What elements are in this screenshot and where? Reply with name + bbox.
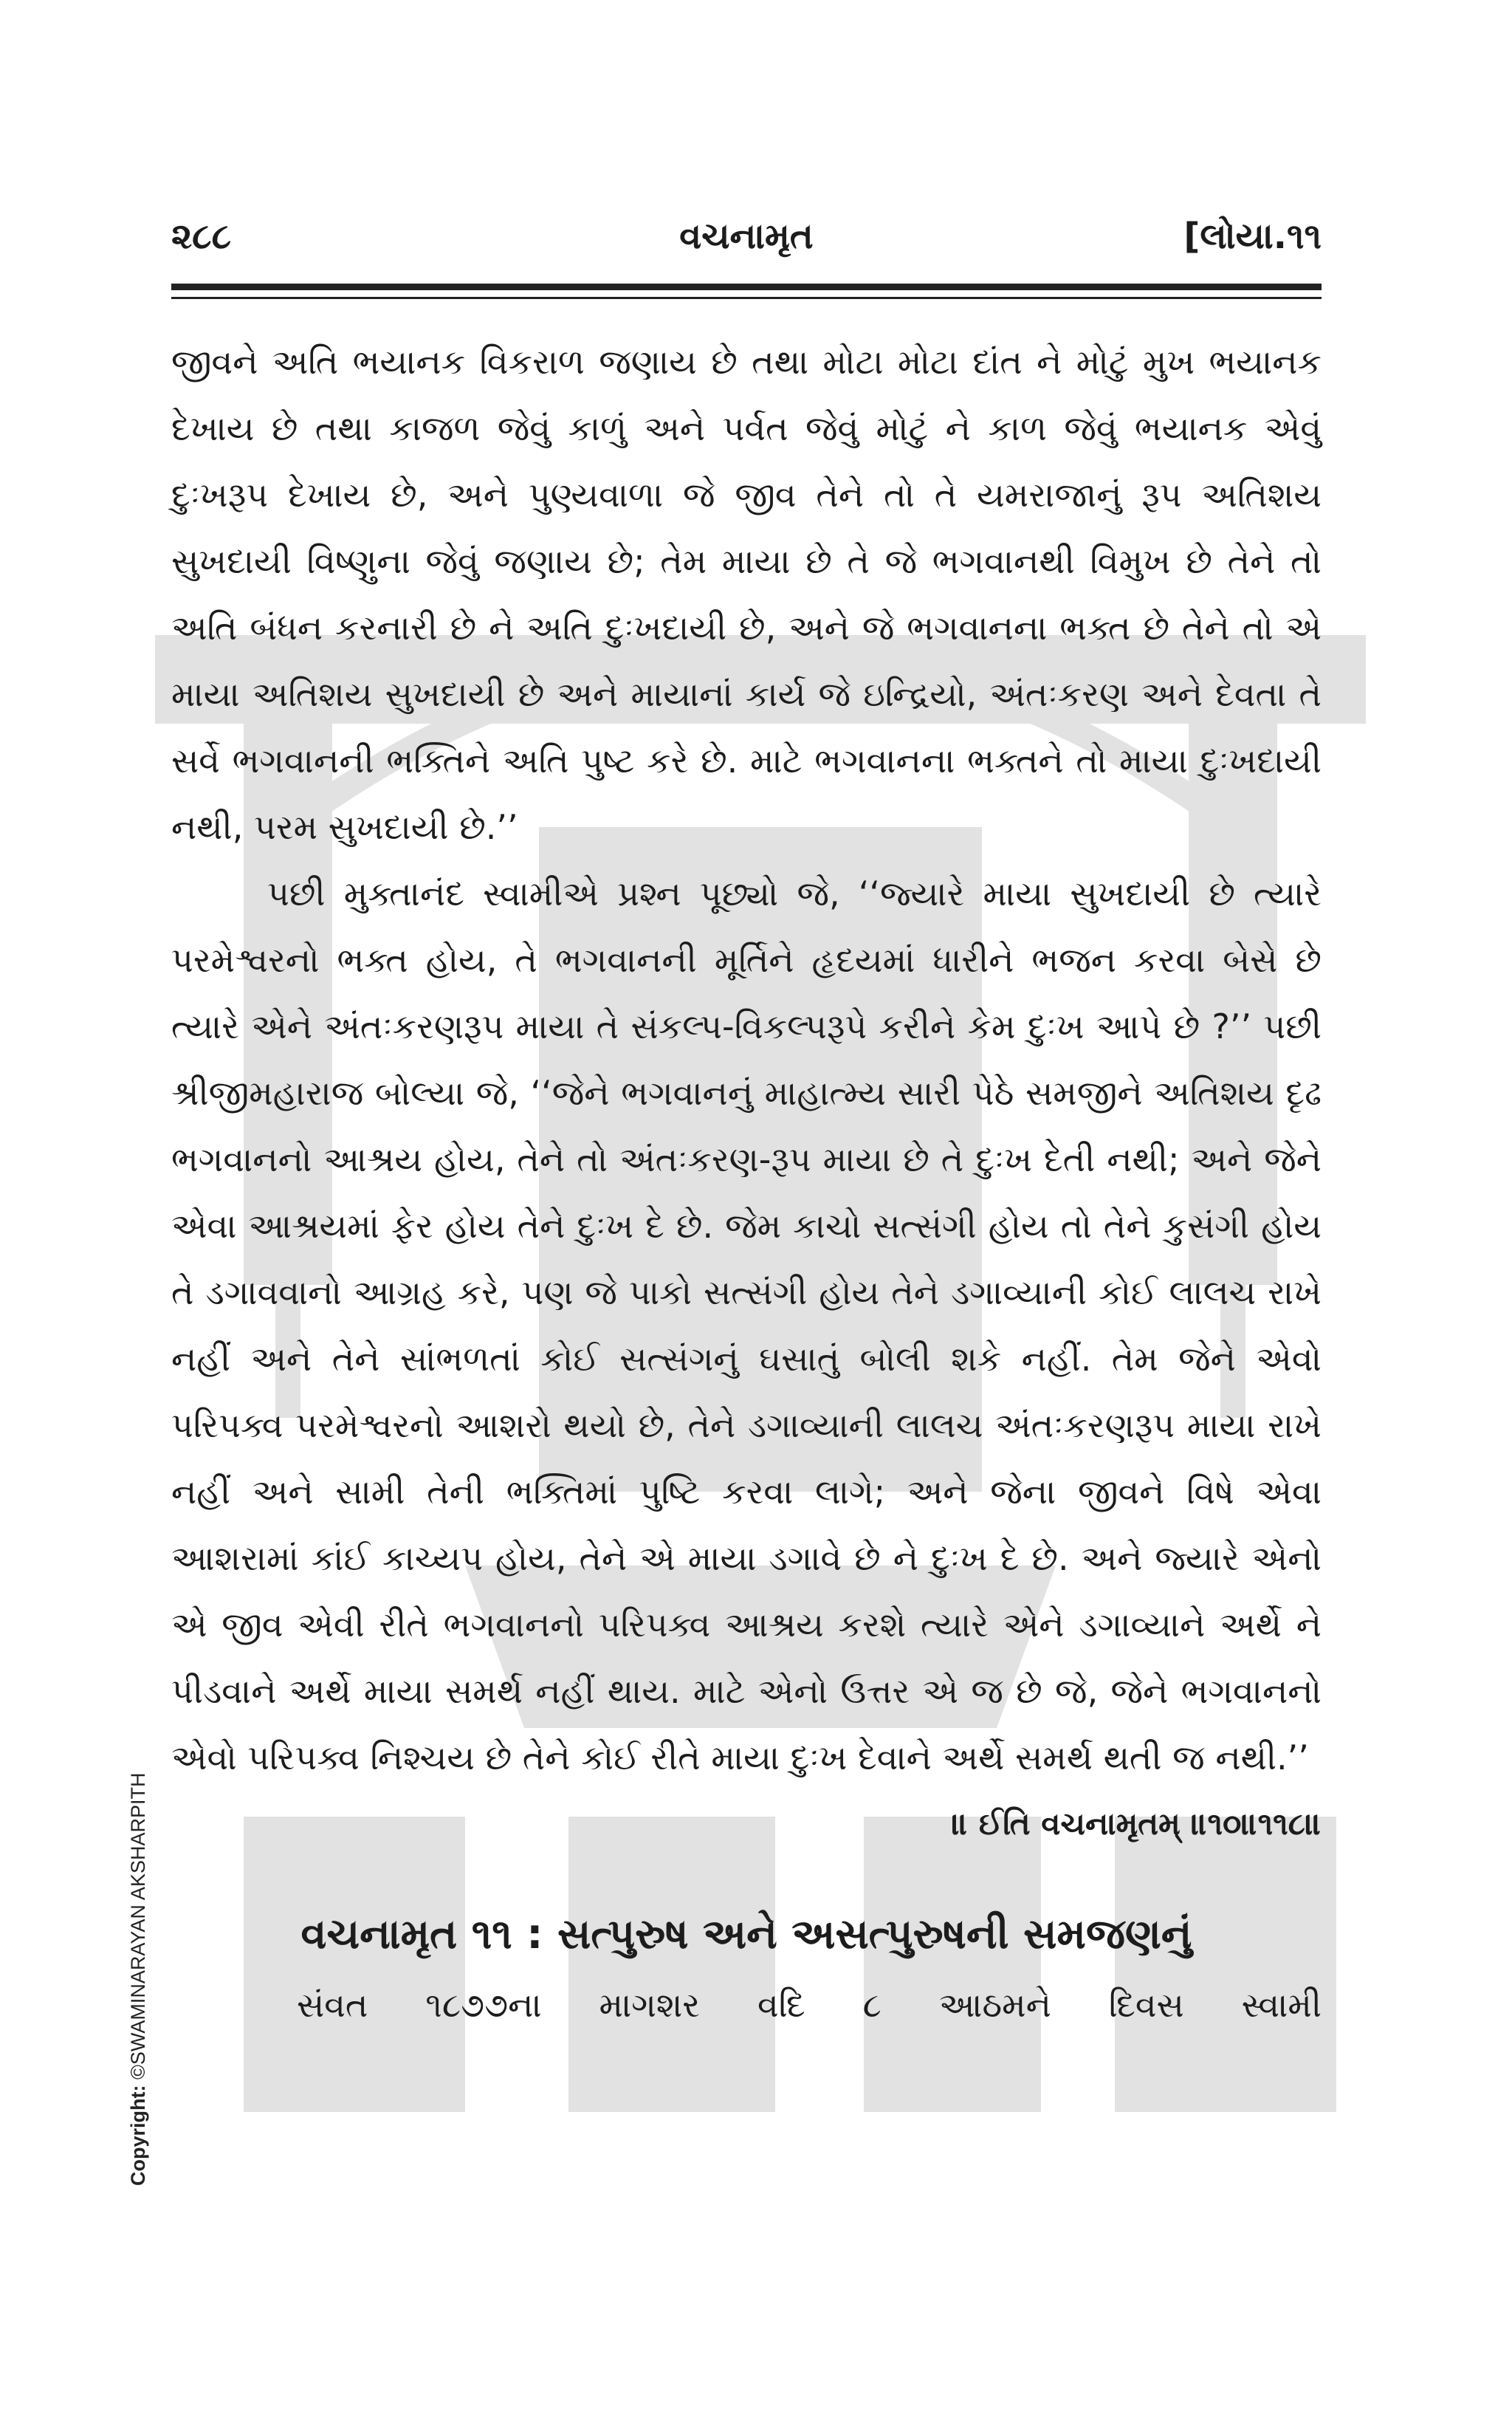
running-header [171, 216, 1322, 275]
paragraph-question-answer: પછી મુક્તાનંદ સ્વામીએ પ્રશ્ન પૂછ્યો જે, ‘‘જ્યારે માયા સુખદાયી છે ત્યારે પરમેશ્વરનો ભક્ત હોય, તે ભગવાનની મૂર્તિને હૃદયમાં ધારીને ભજન કરવા બેસે છે ત્યારે એને અંતઃકરણરૂપ માયા તે સંકલ્પ-વિકલ્પરૂપે કરીને કેમ દુઃખ આપે છે ?’’ પછી શ્રીજીમહારાજ બોલ્યા જે, ‘‘જેને ભગવાનનું માહાત્મ્ય સારી પેઠે સમજીને અતિશય દૃઢ ભગવાનનો આશ્રય હોય, તેને તો અંતઃકરણ-રૂપ માયા છે તે દુઃખ દેતી નથી; અને જેને એવા આશ્રયમાં ફેર હોય તેને દુઃખ દે છે. જેમ કાચો સત્સંગી હોય તો તેને કુસંગી હોય તે ડગાવવાનો આગ્રહ કરે, પણ જે પાકો સત્સંગી હોય તેને ડગાવ્યાની કોઈ લાલચ રાખે નહીં અને તેને સાંભળતાં કોઈ સત્સંગનું ઘસાતું બોલી શકે નહીં. તેમ જેને એવો પરિપક્વ પરમેશ્વરનો આશરો થયો છે, તેને ડગાવ્યાની લાલચ અંતઃકરણરૂપ માયા રાખે નહીં અને સામી તેની ભક્તિમાં પુષ્ટિ કરવા લાગે; અને જેના જીવને વિષે એવા આશરામાં કાંઈ કાચ્યપ હોય, તેને એ માયા ડગાવે છે ને દુઃખ દે છે. અને જ્યારે એનો એ જીવ એવી રીતે ભગવાનનો પરિપક્વ આશ્રય કરશે ત્યારે એને ડગાવ્યાને અર્થે ને પીડવાને અર્થે માયા સમર્થ નહીં થાય. માટે એનો ઉત્તર એ જ છે જે, જેને ભગવાનનો એવો પરિપક્વ નિશ્ચય છે તેને કોઈ રીતે માયા દુઃખ દેવાને અર્થે સમર્થ થતી જ નથી.’’ [171, 874, 1322, 1777]
section-reference: [લોયા.૧૧ [1183, 216, 1322, 257]
chapter-opening-line: સંવત ૧૮૭૭ના માગશર વદિ ૮ આઠમને દિવસ સ્વામી [297, 1985, 1322, 2025]
vachanamrut-endnote: ॥ ઈતિ વચનામૃતમ્ ॥૧૦॥૧૧૮॥ [952, 1806, 1322, 1842]
page-number: ૨૮૮ [171, 216, 231, 257]
header-rule-thin [171, 297, 1322, 299]
copyright-notice [126, 1669, 151, 2186]
copyright-holder: ©SWAMINARAYAN AKSHARPITH [127, 1772, 149, 2079]
book-title: વચનામૃત [679, 216, 814, 257]
copyright-label: Copyright: [127, 2085, 149, 2186]
chapter-heading: વચનામૃત ૧૧ : સત્પુરુષ અને અસત્પુરુષની સમજણનું [300, 1910, 1192, 1958]
copyright-text [126, 1773, 151, 2186]
paragraph-continuation: જીવને અતિ ભયાનક વિકરાળ જણાય છે તથા મોટા મોટા દાંત ને મોટું મુખ ભયાનક દેખાય છે તથા કાજળ જેવું કાળું અને પર્વત જેવું મોટું ને કાળ જેવું ભયાનક એવું દુઃખરૂપ દેખાય છે, અને પુણ્યવાળા જે જીવ તેને તો તે યમરાજાનું રૂપ અતિશય સુખદાયી વિષ્ણુના જેવું જણાય છે; તેમ માયા છે તે જે ભગવાનથી વિમુખ છે તેને તો અતિ બંધન કરનારી છે ને અતિ દુઃખદાયી છે, અને જે ભગવાનના ભક્ત છે તેને તો એ માયા અતિશય સુખદાયી છે અને માયાનાં કાર્ય જે ઇન્દ્રિયો, અંતઃકરણ અને દેવતા તે સર્વે ભગવાનની ભક્તિને અતિ પુષ્ટ કરે છે. માટે ભગવાનના ભક્તને તો માયા દુઃખદાયી નથી, પરમ સુખદાયી છે.’’ [171, 342, 1322, 847]
body-text [171, 329, 1322, 2038]
header-rule-thick [171, 284, 1322, 290]
